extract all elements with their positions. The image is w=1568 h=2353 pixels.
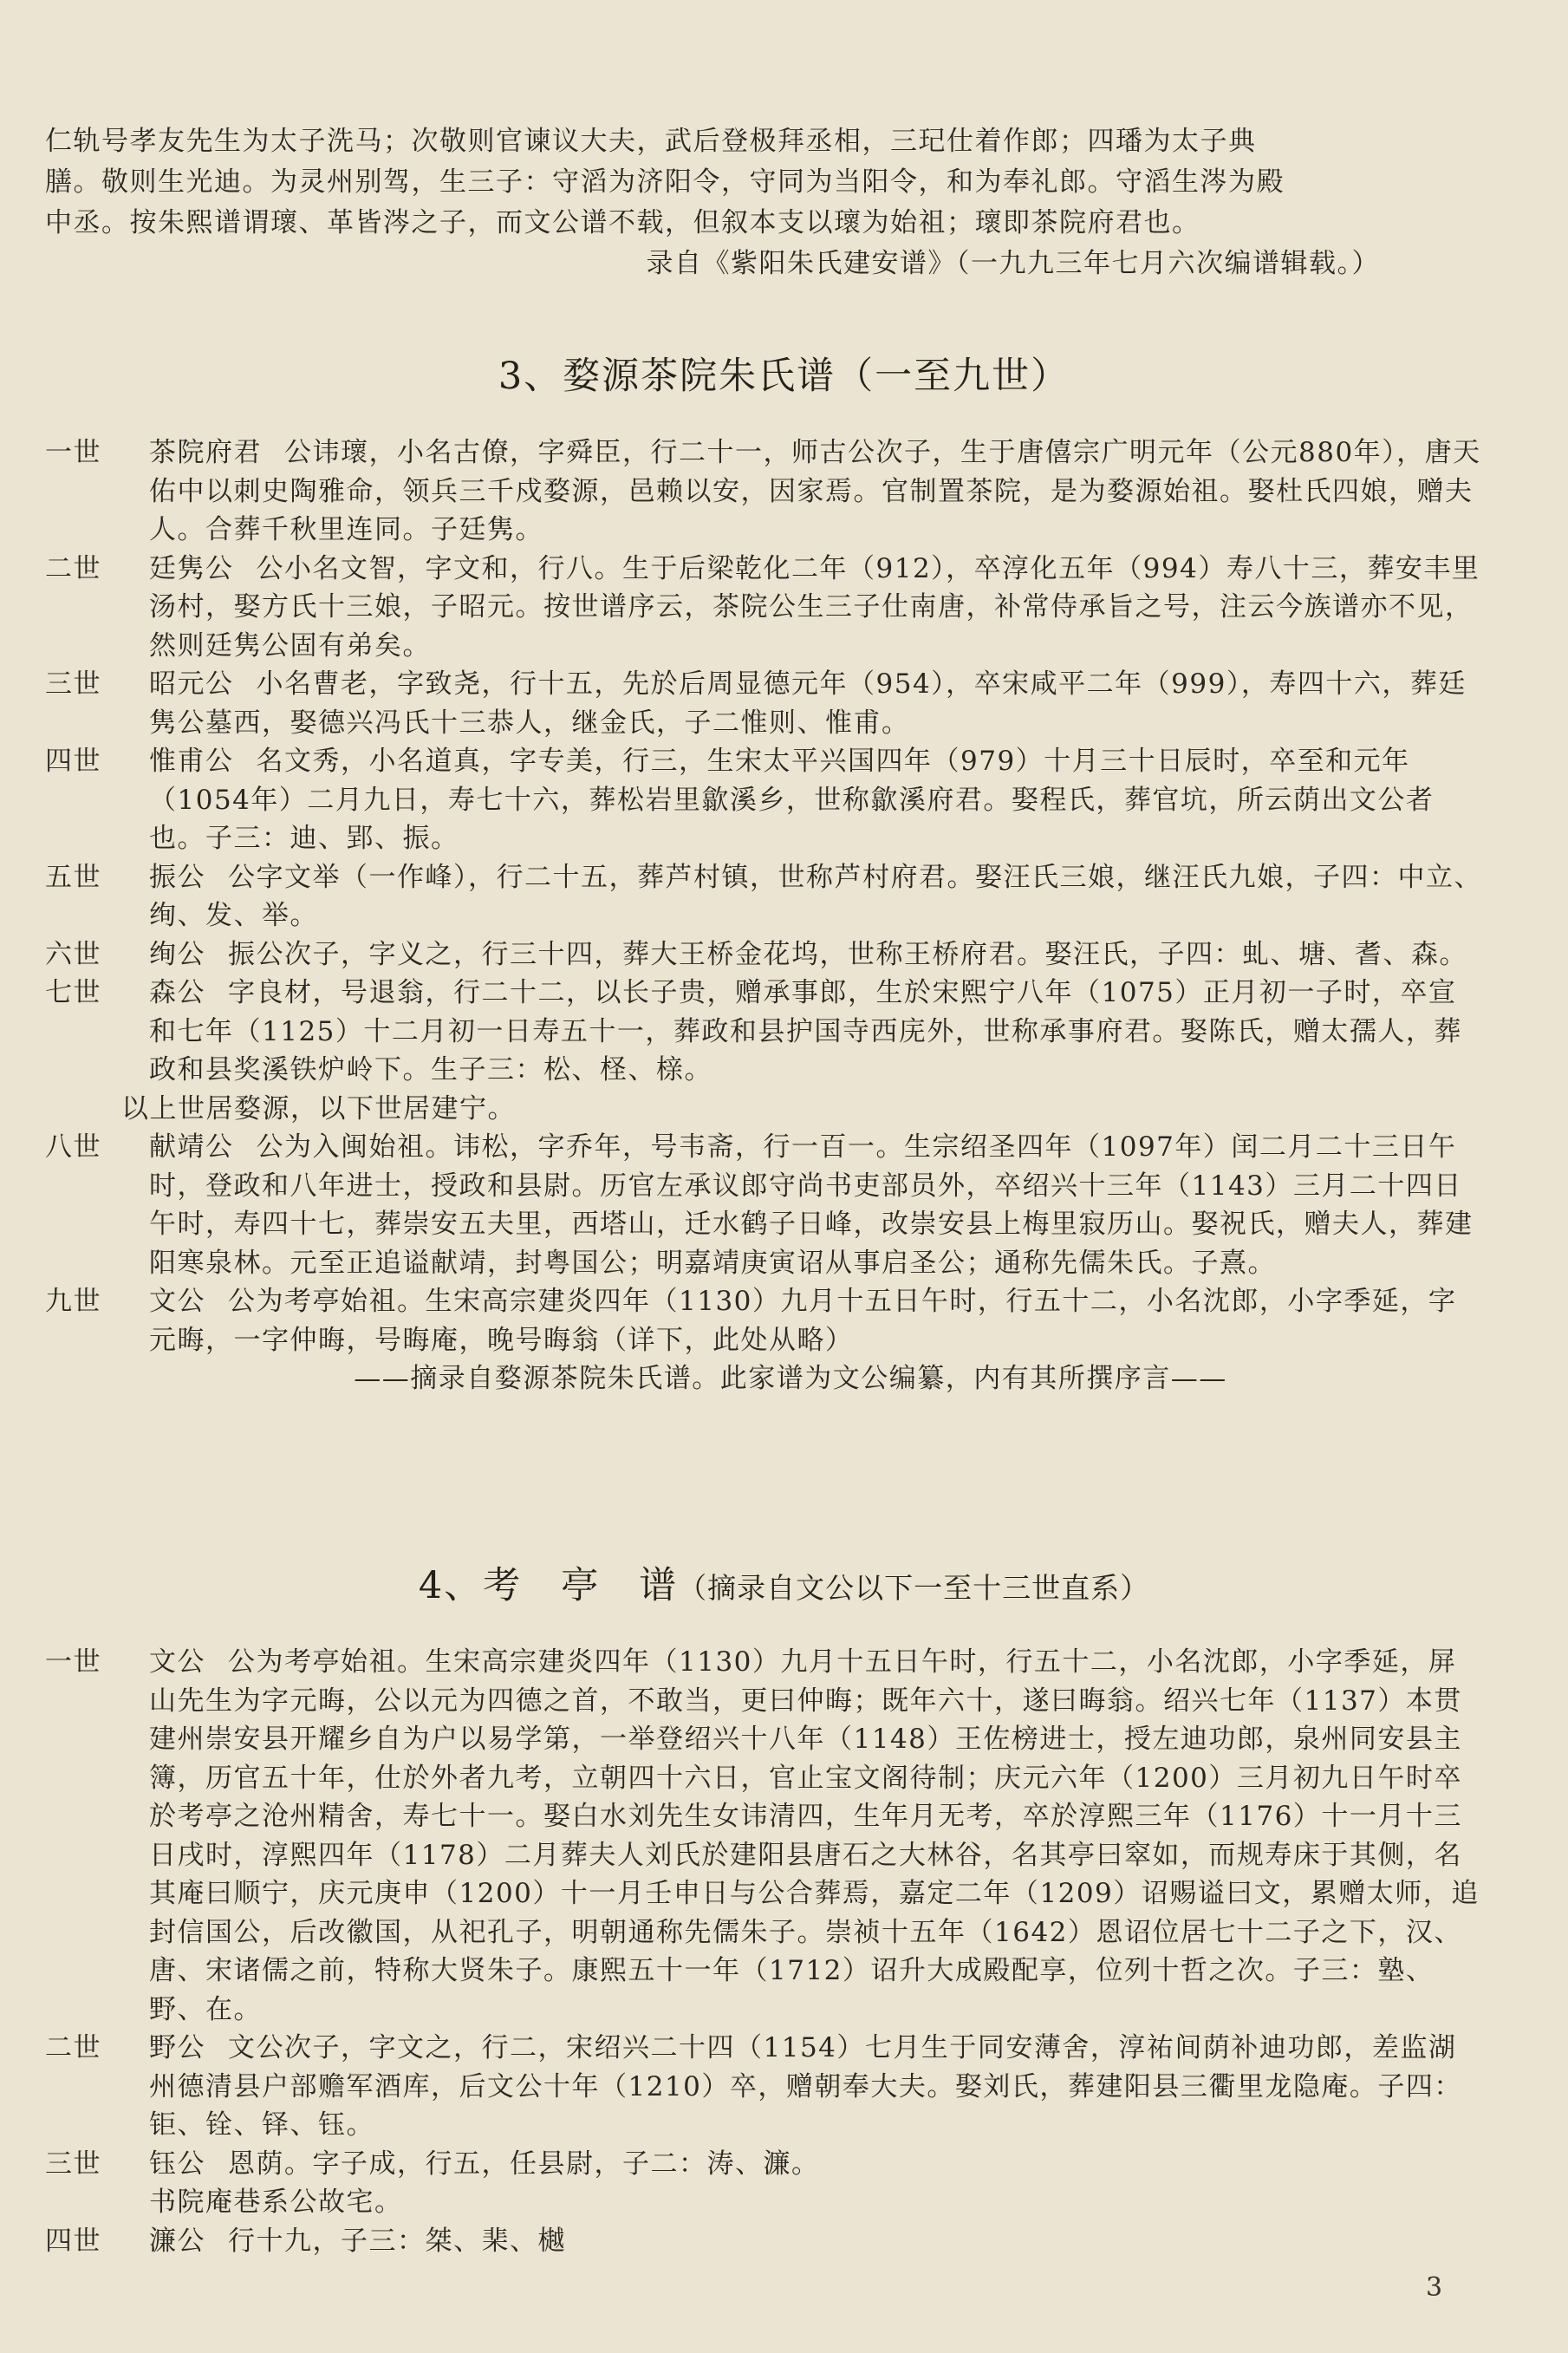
ancestor-name: 廷隽公 [149, 552, 234, 584]
entry-text: 小名曹老，字致尧，行十五，先於后周显德元年（954），卒宋咸平二年（999），寿四十六，葬廷隽公墓西，娶德兴冯氏十三恭人，继金氏，子二惟则、惟甫。 [149, 668, 1467, 739]
entry-text: 公为考亭始祖。生宋高宗建炎四年（1130）九月十五日午时，行五十二，小名沈郎，小字季延，字元晦，一字仲晦，号晦庵，晚号晦翁（详下，此处从略） [149, 1286, 1457, 1356]
ancestor-name: 文公 [149, 1286, 205, 1317]
genealogy-entry [45, 1643, 1484, 2029]
genealogy-entry [45, 433, 1484, 550]
entry-text: 字良材，号退翁，行二十二，以长子贵，赠承事郎，生於宋熙宁八年（1075）正月初一子时，卒宣和七年（1125）十二月初一日寿五十一，葬政和县护国寺西庑外，世称承事府君。娶陈氏，赠太孺人，葬政和县奖溪铁炉岭下。生子三：松、柽、榇。 [149, 977, 1462, 1085]
section-4-title-sub: （摘录自文公以下一至十三世直系） [678, 1571, 1150, 1605]
intro-line: 中丞。按朱熙谱谓瓌、革皆涔之子，而文公谱不载，但叙本支以瓌为始祖；瓌即茶院府君也。 [45, 207, 1200, 238]
residence-note: 书院庵巷系公故宅。 [149, 2187, 403, 2218]
generation-label: 八世 [45, 1131, 101, 1163]
entry-text: 公为考亭始祖。生宋高宗建炎四年（1130）九月十五日午时，行五十二，小名沈郎，小字季延，屏山先生为字元晦，公以元为四德之首，不敢当，更曰仲晦；既年六十，遂曰晦翁。绍兴七年（1137）本贯建州崇安县开耀乡自为户以易学第，一举登绍兴十八年（1148）王佐榜进士，授左迪功郎，泉州同安县主簿，历官五十年，仕於外者九考，立朝四十六日，官止宝文阁待制；庆元六年（1200）三月初九日午时卒於考亭之沧州精舍，寿七十一。娶白水刘先生女讳清四，生年月无考，卒於淳熙三年（1176）十一月十三日戌时，淳熙四年（1178）二月葬夫人刘氏於建阳县唐石之大林谷，名其亭曰窣如，而规寿床于其侧，名其庵曰顺宁，庆元庚申（1200）十一月壬申日与公合葬焉，嘉定二年（1209）诏赐谥曰文，累赠太师，追封信国公，后改徽国，从祀孔子，明朝通称先儒朱子。崇祯十五年（1642）恩诏位居七十二子之下，汉、唐、宋诸儒之前，特称大贤朱子。康熙五十一年（1712）诏升大成殿配享，位列十哲之次。子三：塾、野、在。 [149, 1646, 1480, 2025]
source-citation: 录自《紫阳朱氏建安谱》（一九九三年七月六次编谱辑载。） [646, 248, 1380, 279]
entry-text: 公小名文智，字文和，行八。生于后梁乾化二年（912），卒淳化五年（994）寿八十三，葬安丰里汤村，娶方氏十三娘，子昭元。按世谱序云，茶院公生三子仕南唐，补常侍承旨之号，注云今族谱亦不见，然则廷隽公固有弟矣。 [149, 552, 1480, 662]
page-number: 3 [1426, 2272, 1443, 2303]
generation-label: 一世 [45, 437, 101, 468]
genealogy-entry [45, 2222, 1484, 2261]
ancestor-name: 野公 [149, 2032, 205, 2063]
section-3-body [45, 433, 1484, 1398]
genealogy-entry [45, 1282, 1484, 1359]
intro-line: 仁轨号孝友先生为太子洗马；次敬则官谏议大夫，武后登极拜丞相，三玘仕着作郎；四璠为太子典 [45, 126, 1257, 157]
excerpt-note: ——摘录自婺源茶院朱氏谱。此家谱为文公编纂，内有其所撰序言—— [354, 1363, 1227, 1394]
genealogy-entry [45, 742, 1484, 858]
generation-label: 二世 [45, 552, 101, 584]
entry-text: 公字文举（一作峰），行二十五，葬芦村镇，世称芦村府君。娶汪氏三娘，继汪氏九娘，子四：中立、绚、发、举。 [149, 861, 1482, 931]
genealogy-entry [45, 2145, 1484, 2184]
genealogy-entry [45, 1128, 1484, 1282]
entry-text: 名文秀，小名道真，字专美，行三，生宋太平兴国四年（979）十月三十日辰时，卒至和元年（1054年）二月九日，寿七十六，葬松岩里歙溪乡，世称歙溪府君。娶程氏，葬官坑，所云荫出文公者也。子三：迪、郢、振。 [149, 746, 1435, 854]
genealogy-entry [45, 974, 1484, 1090]
generation-label: 三世 [45, 2148, 101, 2180]
generation-label: 九世 [45, 1286, 101, 1317]
genealogy-entry [45, 550, 1484, 666]
section-3-title: 3、婺源茶院朱氏谱（一至九世） [498, 355, 1070, 398]
generation-label: 一世 [45, 1646, 101, 1678]
genealogy-entry [45, 935, 1484, 974]
intro-paragraph [45, 121, 1484, 284]
ancestor-name: 献靖公 [149, 1131, 234, 1163]
entry-text: 公为入闽始祖。讳松，字乔年，号韦斋，行一百一。生宗绍圣四年（1097年）闰二月二十三日午时，登政和八年进士，授政和县尉。历官左承议郎守尚书吏部员外，卒绍兴十三年（1143）三月二十四日午时，寿四十七，葬崇安五夫里，西塔山，迁水鹤子日峰，改崇安县上梅里寂历山。娶祝氏，赠夫人，葬建阳寒泉林。元至正追谥献靖，封粤国公；明嘉靖庚寅诏从事启圣公；通称先儒朱氏。子熹。 [149, 1131, 1474, 1279]
genealogy-entry [45, 2029, 1484, 2145]
generation-label: 五世 [45, 861, 101, 893]
ancestor-name: 惟甫公 [149, 746, 234, 777]
generation-label: 四世 [45, 746, 101, 777]
entry-text: 振公次子，字义之，行三十四，葬大王桥金花坞，世称王桥府君。娶汪氏，子四：虬、塘、耆、森。 [228, 938, 1467, 970]
genealogy-entry [45, 665, 1484, 742]
entry-text: 恩荫。字子成，行五，任县尉，子二：涛、濂。 [228, 2148, 820, 2180]
entry-text: 行十九，子三：桀、棐、樾 [228, 2225, 566, 2257]
ancestor-name: 绚公 [149, 938, 205, 970]
ancestor-name: 茶院府君 [149, 437, 262, 468]
intro-line: 膳。敬则生光迪。为灵州别驾，生三子：守滔为济阳令，守同为当阳令，和为奉礼郎。守滔生涔为殿 [45, 166, 1285, 198]
generation-label: 六世 [45, 938, 101, 970]
generation-label: 七世 [45, 977, 101, 1008]
generation-label: 二世 [45, 2032, 101, 2063]
residence-note: 以上世居婺源，以下世居建宁。 [121, 1092, 516, 1124]
generation-label: 四世 [45, 2225, 101, 2257]
ancestor-name: 文公 [149, 1646, 205, 1678]
ancestor-name: 森公 [149, 977, 205, 1008]
section-4-body [45, 1643, 1484, 2260]
generation-label: 三世 [45, 668, 101, 700]
section-4-title-main: 4、考 亭 谱 [418, 1564, 679, 1607]
ancestor-name: 濂公 [149, 2225, 205, 2257]
entry-text: 公讳瓌，小名古僚，字舜臣，行二十一，师古公次子，生于唐僖宗广明元年（公元880年），唐天佑中以刺史陶雅命，领兵三千戍婺源，邑赖以安，因家焉。官制置茶院，是为婺源始祖。娶杜氏四娘，赠夫人。合葬千秋里连同。子廷隽。 [149, 437, 1481, 545]
entry-text: 文公次子，字文之，行二，宋绍兴二十四（1154）七月生于同安薄舍，淳祐间荫补迪功郎，差监湖州德清县户部赡军酒库，后文公十年（1210）卒，赠朝奉大夫。娶刘氏，葬建阳县三衢里龙隐庵。子四：钜、铨、铎、钰。 [149, 2032, 1462, 2141]
section-4-title [0, 1556, 1568, 1609]
genealogy-entry [45, 858, 1484, 935]
ancestor-name: 振公 [149, 861, 205, 893]
ancestor-name: 钰公 [149, 2148, 205, 2180]
ancestor-name: 昭元公 [149, 668, 234, 700]
